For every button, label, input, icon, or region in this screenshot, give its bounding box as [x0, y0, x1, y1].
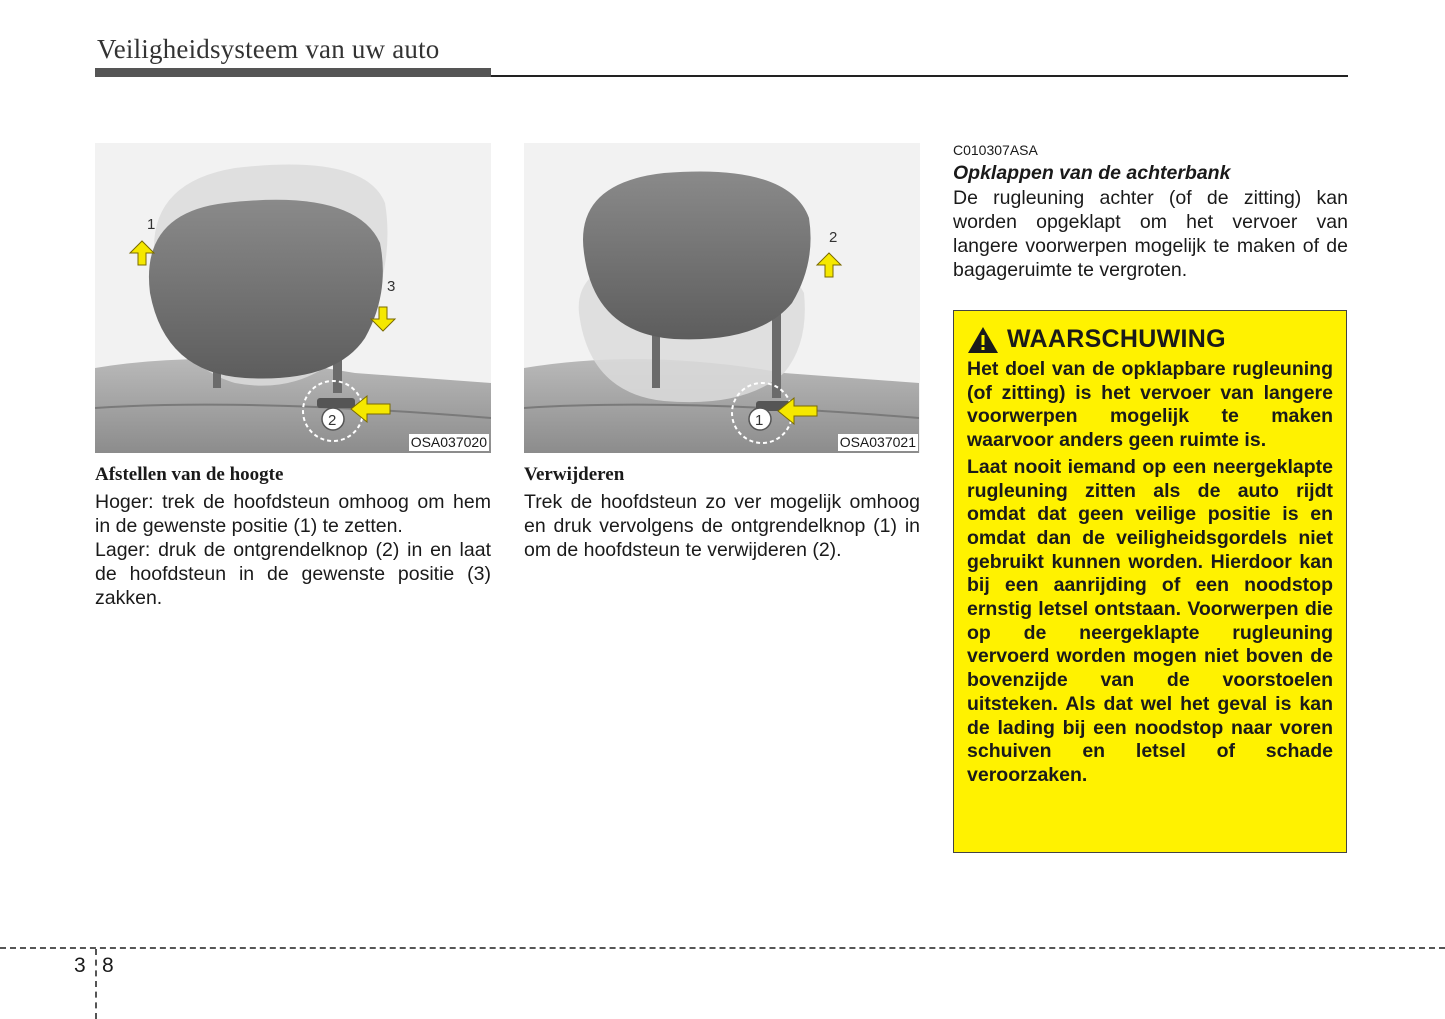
warning-box — [953, 310, 1347, 853]
footer-divider — [95, 949, 97, 1019]
section-number: 3 — [74, 954, 86, 977]
column-body — [95, 490, 491, 610]
column-body — [524, 490, 920, 562]
label-2: 2 — [328, 412, 337, 429]
warning-paragraph: Laat nooit iemand op een neergeklapte rugleuning zitten als de auto rijdt omdat dat geen veilige positie is en omdat dan de veiligheidsgordels niet gebruikt kunnen worden. Hierdoor kan bij een aanrijding of een noodstop ernstig letsel ontstaan. Voorwerpen die op de neergeklapte rugleuning vervoerd worden mogen niet boven de bovenzijde van de voorstoelen uitsteken. Als dat wel het geval is kan de lading bij een noodstop naar voren schuiven en letsel of schade veroorzaken. — [967, 455, 1333, 786]
page-number: 8 — [102, 954, 114, 977]
headrest-height-illustration — [95, 143, 491, 453]
section-subtitle: Opklappen van de achterbank — [953, 162, 1231, 184]
column-heading: Verwijderen — [524, 464, 625, 485]
label-2: 2 — [829, 229, 838, 246]
figure-code: OSA037020 — [410, 434, 487, 450]
figure-height-adjust — [95, 143, 491, 453]
paragraph: Lager: druk de ontgrendelknop (2) in en laat de hoofdsteun in de gewenste positie (3) zakken. — [95, 539, 491, 609]
label-1: 1 — [147, 216, 156, 233]
header-rule-thick — [95, 68, 491, 77]
column-height-adjust — [95, 460, 491, 610]
figure-removal — [524, 143, 920, 453]
figure-code: OSA037021 — [839, 434, 916, 450]
header-rule-thin — [491, 75, 1348, 77]
paragraph: Trek de hoofdsteun zo ver mogelijk omhoog en druk vervolgens de ontgrendelknop (1) in om de hoofdsteun te verwijderen (2). — [524, 491, 920, 561]
section-code: C010307ASA — [953, 142, 1038, 158]
warning-header — [967, 325, 1333, 354]
warning-triangle-icon — [967, 326, 999, 354]
label-1: 1 — [755, 412, 764, 429]
footer-rule — [0, 947, 1445, 949]
label-3: 3 — [387, 278, 396, 295]
paragraph: Hoger: trek de hoofdsteun omhoog om hem in de gewenste positie (1) te zetten. — [95, 491, 491, 537]
headrest-removal-illustration — [524, 143, 919, 453]
column-removal — [524, 460, 920, 562]
column-heading: Afstellen van de hoogte — [95, 464, 284, 485]
column-fold-rear-seat — [953, 140, 1348, 282]
section-title: Veiligheidsysteem van uw auto — [97, 34, 440, 64]
warning-paragraph: Het doel van de opklapbare rugleuning (of zitting) is het vervoer van langere voorwerpen mogelijk te maken waarvoor anders geen ruimte is. — [967, 358, 1333, 452]
warning-title: WAARSCHUWING — [1007, 325, 1226, 353]
intro-paragraph: De rugleuning achter (of de zitting) kan worden opgeklapt om het vervoer van langere voorwerpen mogelijk te maken of de bagageruimte te vergroten. — [953, 187, 1348, 281]
